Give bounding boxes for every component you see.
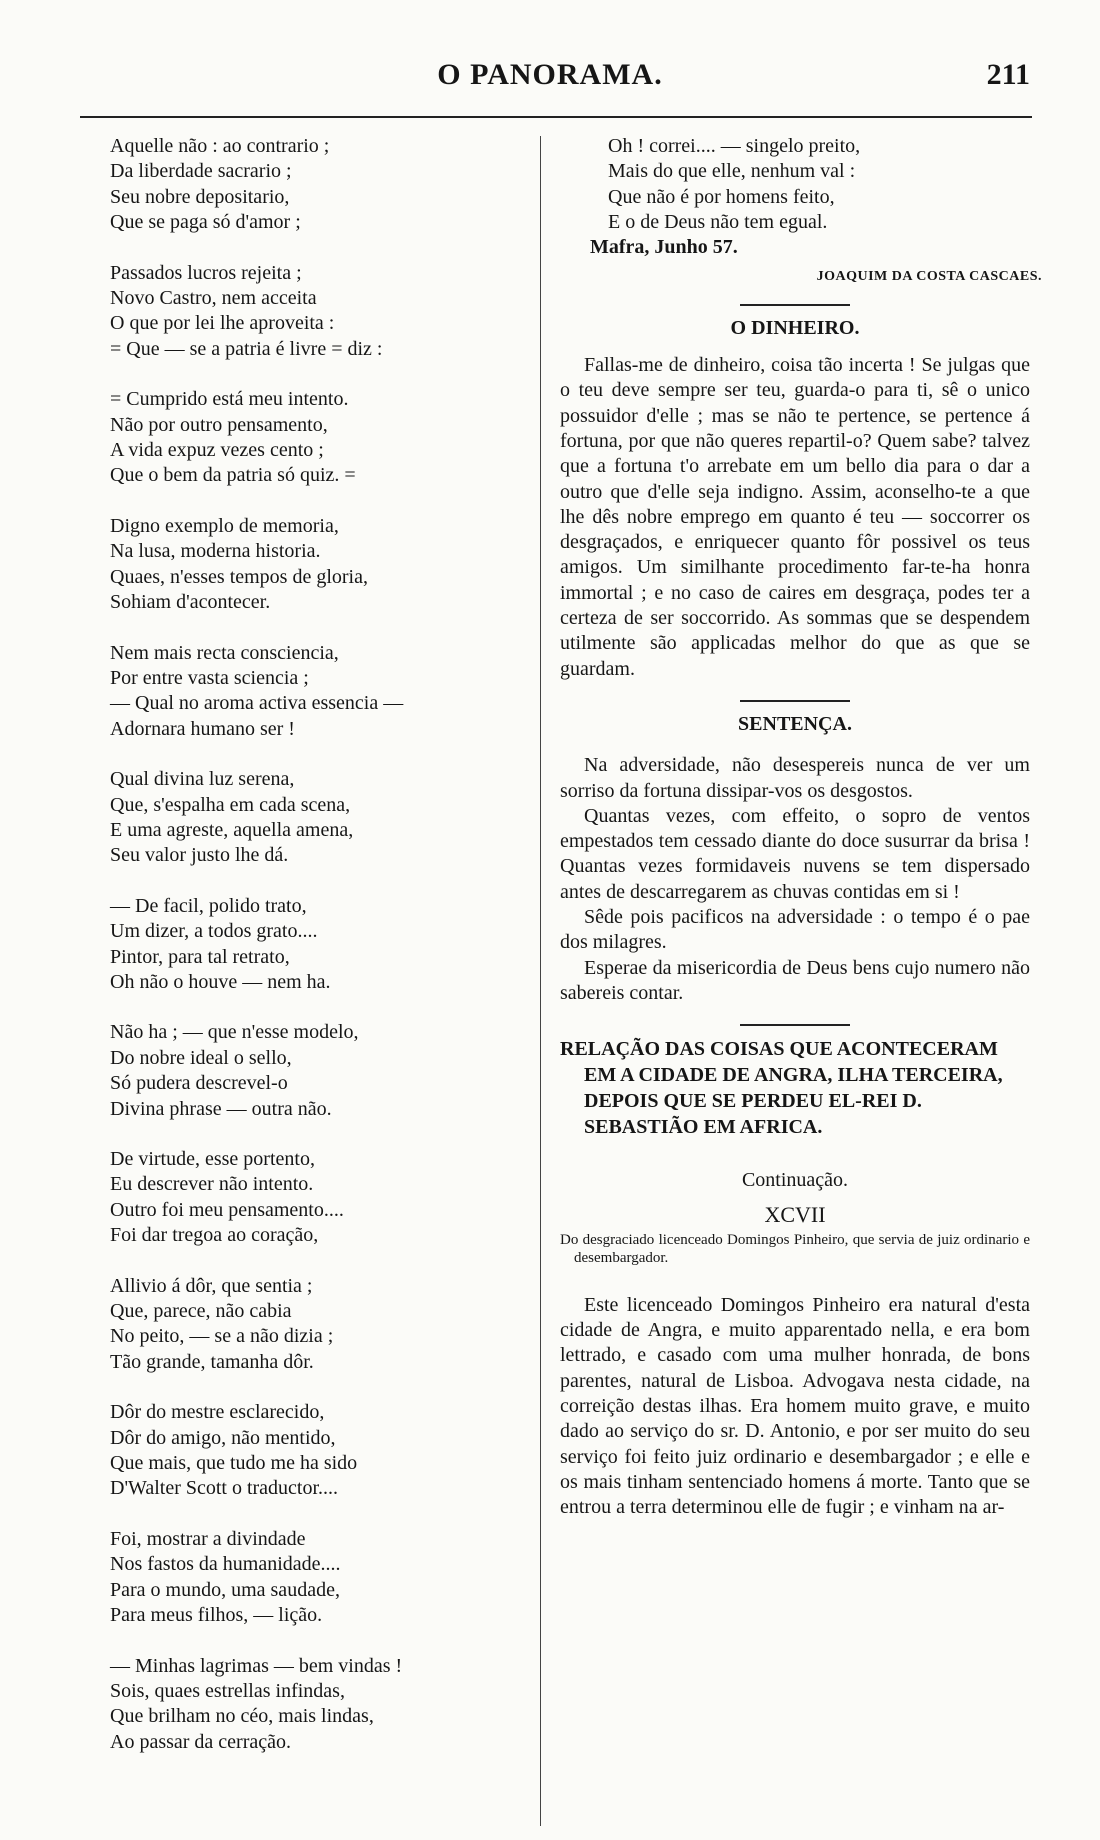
verse-line: Passados lucros rejeita ; (110, 261, 302, 284)
verse-line: Eu descrever não intento. (110, 1173, 314, 1196)
verse-line: Ao passar da cerração. (110, 1730, 292, 1753)
verse-line: E o de Deus não tem egual. (608, 210, 828, 233)
verse-line: Qual divina luz serena, (110, 768, 295, 791)
right-column (560, 134, 1042, 1520)
section-rule (740, 700, 850, 702)
poem-stanza (110, 1527, 530, 1629)
verse-line: Da liberdade sacrario ; (110, 160, 292, 183)
section-rule (740, 1024, 850, 1026)
dinheiro-title: O DINHEIRO. (730, 316, 860, 339)
poem-stanza (110, 767, 530, 869)
verse-line: Seu nobre depositario, (110, 185, 290, 208)
relacao-title: RELAÇÃO DAS COISAS QUE ACONTECERAM EM A CIDADE DE ANGRA, ILHA TERCEIRA, DEPOIS QUE SE PERDEU EL-REI D. SEBASTIÃO EM AFRICA. (560, 1038, 1003, 1139)
poem-stanza (110, 1147, 530, 1249)
chapter-subtitle: Do desgraciado licenceado Domingos Pinheiro, que servia de juiz ordinario e desembargador. (560, 1231, 1030, 1266)
relacao-text: Este licenceado Domingos Pinheiro era natural d'esta cidade de Angra, e muito apparentado nella, e era bom lettrado, e casado com uma mulher honrada, de bons parentes, natural de Lisboa. Advogava nesta cidade, na correição destas ilhas. Era homem muito grave, e muito dado ao serviço do sr. D. Antonio, e por ser muito do seu serviço foi feito juiz ordinario e desembargador ; e elle e os mais tinham sentenciado homens á morte. Tanto que se entrou a terra determinou elle de fugir ; e vinham na ar- (560, 1293, 1030, 1519)
verse-line: Outro foi meu pensamento.... (110, 1198, 344, 1221)
verse-line: D'Walter Scott o traductor.... (110, 1477, 339, 1500)
verse-line: Que brilham no céo, mais lindas, (110, 1705, 374, 1728)
verse-line: Não ha ; — que n'esse modelo, (110, 1021, 359, 1044)
sentenca-paragraph: Esperae da misericordia de Deus bens cujo numero não sabereis contar. (560, 956, 1030, 1004)
page-number: 211 (986, 58, 1030, 91)
verse-line: — De facil, polido trato, (110, 894, 307, 917)
poem-author: JOAQUIM DA COSTA CASCAES. (816, 269, 1042, 285)
verse-line: Novo Castro, nem acceita (110, 287, 317, 310)
verse-line: Nos fastos da humanidade.... (110, 1553, 341, 1576)
header-rule (80, 116, 1032, 118)
verse-line: Que, s'espalha em cada scena, (110, 793, 351, 816)
verse-line: Adornara humano ser ! (110, 717, 295, 740)
section-rule (740, 304, 850, 306)
place-date: Mafra, Junho 57. (590, 236, 738, 259)
verse-line: Sois, quaes estrellas infindas, (110, 1679, 345, 1702)
verse-line: Tão grande, tamanha dôr. (110, 1350, 314, 1373)
poem-stanza (110, 387, 530, 489)
verse-line: Nem mais recta consciencia, (110, 641, 339, 664)
verse-line: De virtude, esse portento, (110, 1148, 315, 1170)
verse-line: O que por lei lhe aproveita : (110, 312, 335, 335)
verse-line: Foi dar tregoa ao coração, (110, 1224, 319, 1247)
page-header (0, 58, 1100, 98)
verse-line: — Qual no aroma activa essencia — (110, 692, 404, 715)
verse-line: Aquelle não : ao contrario ; (110, 135, 330, 157)
poem-ending (608, 134, 1030, 235)
column-divider (540, 136, 541, 1826)
journal-title: O PANORAMA. (437, 58, 663, 91)
verse-line: Só pudera descrevel-o (110, 1072, 288, 1095)
verse-line: Que mais, que tudo me ha sido (110, 1452, 358, 1475)
chapter-number: XCVII (764, 1201, 826, 1227)
verse-line: = Cumprido está meu intento. (110, 388, 349, 411)
dinheiro-text: Fallas-me de dinheiro, coisa tão incerta ! Se julgas que o teu deve sempre ser teu, guarda-o para ti, sê o unico possuidor d'elle ; mas se não te pertence, se pertence á fortuna, por que não queres repartil-o? Quem sabe? talvez que a fortuna t'o arrebate em um bello dia para o dar a outro que d'elle seja indigno. Assim, aconselho-te a que lhe dês nobre emprego em quanto é teu — soccorrer os desgraçados, e enriquecer quanto fôr possivel os teus amigos. Um similhante procedimento far-te-ha honra immortal ; e no caso de caires em desgraça, podes ter a certeza de ser soccorrido. As sommas que se despendem utilmente são applicadas melhor do que as que se guardam. (560, 354, 1030, 680)
verse-line: E uma agreste, aquella amena, (110, 818, 354, 841)
verse-line: Para o mundo, uma saudade, (110, 1578, 340, 1601)
sentenca-paragraph: Quantas vezes, com effeito, o sopro de ventos empestados tem cessado diante do doce susurrar da brisa ! Quantas vezes formidaveis nuvens se tem dispersado antes de descarregarem as chuvas contidas em si ! (560, 804, 1030, 903)
verse-line: Do nobre ideal o sello, (110, 1046, 292, 1069)
poem-stanza (110, 1274, 530, 1376)
poem-stanza (110, 641, 530, 743)
poem-stanza (110, 514, 530, 616)
verse-line: No peito, — se a não dizia ; (110, 1325, 334, 1348)
verse-line: Que se paga só d'amor ; (110, 211, 301, 234)
verse-line: Que, parece, não cabia (110, 1300, 292, 1323)
verse-line: Pintor, para tal retrato, (110, 945, 290, 968)
verse-line: Seu valor justo lhe dá. (110, 844, 289, 867)
poem-stanza (110, 134, 530, 236)
verse-line: Não por outro pensamento, (110, 413, 328, 436)
poem-stanza (110, 1654, 530, 1756)
poem-stanza (110, 894, 530, 996)
verse-line: Foi, mostrar a divindade (110, 1527, 306, 1550)
verse-line: — Minhas lagrimas — bem vindas ! (110, 1654, 403, 1677)
verse-line: Por entre vasta sciencia ; (110, 666, 309, 689)
verse-line: Dôr do amigo, não mentido, (110, 1426, 336, 1449)
sentenca-title: SENTENÇA. (738, 712, 852, 735)
verse-line: Allivio á dôr, que sentia ; (110, 1274, 313, 1297)
verse-line: Oh não o houve — nem ha. (110, 970, 331, 993)
verse-line: = Que — se a patria é livre = diz : (110, 337, 383, 360)
verse-line: Que o bem da patria só quiz. = (110, 464, 356, 487)
verse-line: Mais do que elle, nenhum val : (608, 160, 856, 183)
continuacao-label: Continuação. (741, 1169, 849, 1192)
verse-line: Para meus filhos, — lição. (110, 1604, 323, 1627)
verse-line: Oh ! correi.... — singelo preito, (608, 135, 861, 157)
verse-line: Na lusa, moderna historia. (110, 540, 321, 563)
verse-line: Digno exemplo de memoria, (110, 514, 339, 537)
verse-line: Um dizer, a todos grato.... (110, 920, 318, 943)
poem-stanza (110, 1400, 530, 1502)
verse-line: Quaes, n'esses tempos de gloria, (110, 565, 368, 588)
verse-line: Que não é por homens feito, (608, 185, 835, 208)
sentenca-paragraph: Na adversidade, não desespereis nunca de ver um sorriso da fortuna dissipar-vos os desgostos. (560, 754, 1030, 802)
verse-line: Sohiam d'acontecer. (110, 591, 271, 614)
verse-line: Divina phrase — outra não. (110, 1097, 332, 1120)
poem-stanza (110, 1020, 530, 1122)
verse-line: A vida expuz vezes cento ; (110, 439, 324, 462)
verse-line: Dôr do mestre esclarecido, (110, 1401, 325, 1424)
left-column-poem (110, 134, 530, 1780)
sentenca-paragraph: Sêde pois pacificos na adversidade : o tempo é o pae dos milagres. (560, 906, 1030, 954)
poem-stanza (110, 261, 530, 363)
